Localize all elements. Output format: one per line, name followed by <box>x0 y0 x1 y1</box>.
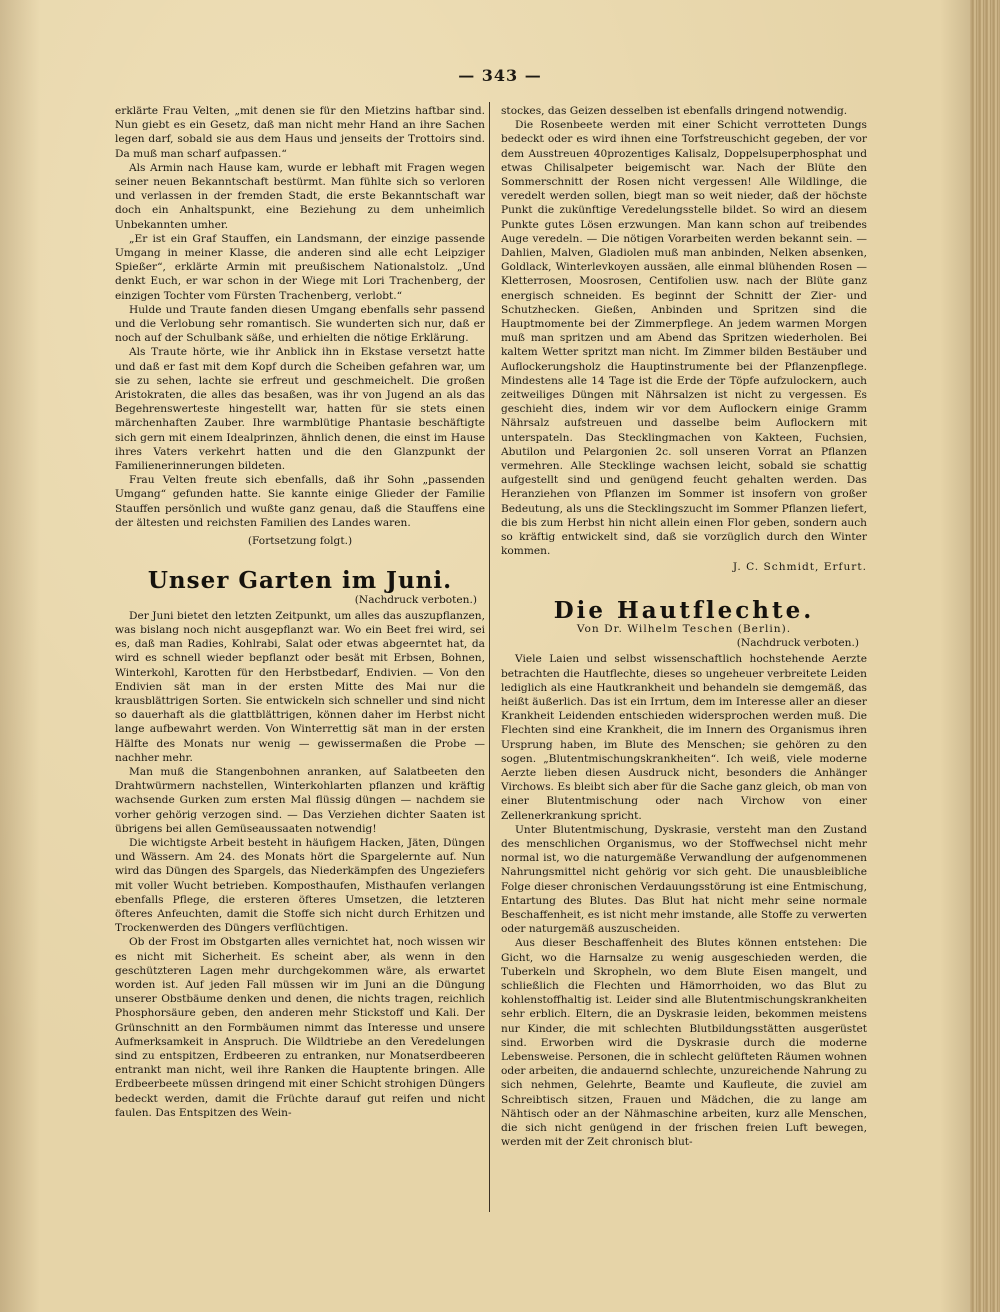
right-column <box>501 104 867 1214</box>
serial-paragraph-4: Hulde und Traute fanden diesen Umgang ebenfalls sehr passend und die Verlobung sehr romantisch. Sie wunderten sich nur, daß er noch auf der Schulbank säße, und erhielten die nötige Erklärung. <box>115 303 485 345</box>
garden-reprint-note: (Nachdruck verboten.) <box>354 593 477 606</box>
skin-paragraph-3: Aus dieser Beschaffenheit des Blutes können entstehen: Die Gicht, wo die Harnsalze zu wenig ausgeschieden werden, die Tuberkeln und Skropheln, wo dem Blute Eisen mangelt, und schließlich die Flechten und Hämorrhoiden, wo das Blut zu kohlenstoffhaltig ist. Leider sind alle Blutentmischungskrankheiten sehr erblich. Eltern, die an Dyskrasie leiden, bekommen meistens nur Kinder, die mit schlechten Blutbildungsstätten ausgerüstet sind. Erworben wird die Dyskrasie durch die moderne Lebensweise. Personen, die in schlecht gelüfteten Räumen wohnen oder arbeiten, die andauernd schlechte, unzureichende Nahrung zu sich nehmen, Gelehrte, Beamte und Kaufleute, die zuviel am Schreibtisch sitzen, Frauen und Mädchen, die zu lange am Nähtisch oder an der Nähmaschine arbeiten, kurz alle Menschen, die sich nicht genügend in der frischen freien Luft bewegen, werden mit der Zeit chronisch blut- <box>501 937 867 1149</box>
garden-paragraph-2: Man muß die Stangenbohnen anranken, auf Salatbeeten den Drahtwürmern nachstellen, Winterkohlarten pflanzen und kräftig wachsende Gurken zum ersten Mal flüssig düngen — nachdem sie vorher gehörig verzogen sind. — Das Verziehen dichter Saaten ist übrigens bei allen Gemüseaussaaten notwendig! <box>115 765 485 835</box>
serial-paragraph-6: Frau Velten freute sich ebenfalls, daß ihr Sohn „passenden Umgang“ gefunden hatte. Sie kannte einige Glieder der Familie Stauffen persönlich und wußte ganz genau, daß die Stauffens eine der ältesten und reichsten Familien des Landes waren. <box>115 474 485 529</box>
skin-reprint-note: (Nachdruck verboten.) <box>736 637 859 650</box>
left-column <box>115 104 485 1214</box>
page-edge-stack <box>970 0 1000 1312</box>
garden-paragraph-5: Die Rosenbeete werden mit einer Schicht verrotteten Dungs bedeckt oder es wird ihnen eine Torfstreuschicht gegeben, der vor dem Ausstreuen 40prozentiges Kalisalz, Doppelsuperphosphat und etwas Chilisalpeter beigemischt war. Nach der Blüte den Sommerschnitt der Rosen nicht vergessen! Alle Wildlinge, die veredelt werden sollen, biegt man so weit nieder, daß der höchste Punkt die zukünftige Veredelungsstelle bildet. So wird an diesem Punkte gutes Lösen erzwungen. Man kann schon auf treibendes Auge veredeln. — Die nötigen Vorarbeiten werden bekannt sein. — Dahlien, Malven, Gladiolen muß man anbinden, Nelken absenken, Goldlack, Winterlevkoyen aussäen, alle einmal blühenden Rosen — Kletterrosen, Moosrosen, Centifolien usw. nach der Blüte ganz energisch schneiden. Es beginnt der Schnitt der Zier- und Schutzhecken. Gießen, Anbinden und Spritzen sind die Hauptmomente bei der Zimmerpflege. An jedem warmen Morgen muß man spritzen und am Abend das Spritzen wiederholen. Bei kaltem Wetter spritzt man nicht. Im Zimmer bilden Bestäuber und Auflockerungsholz die Hauptinstrumente bei der Pflanzenpflege. Mindestens alle 14 Tage ist die Erde der Töpfe aufzulockern, auch zeitweiliges Düngen mit Nährsalzen ist nicht zu vergessen. Es geschieht dies, indem wir vor dem Auflockern einige Gramm Nährsalz aufstreuen und dasselbe beim Auflockern mit unterspateln. Das Stecklingmachen von Kakteen, Fuchsien, Abutilon und Pelargonien 2c. soll unseren Vorrat an Pflanzen vermehren. Alle Stecklinge wachsen leicht, sobald sie schattig aufgestellt sind und genügend feucht gehalten werden. Das Heranziehen von Pflanzen im Sommer ist insofern von großer Bedeutung, als uns die Stecklingszucht im Sommer Pflanzen liefert, die bis zum Herbst hin nicht allein einen Flor geben, sondern auch so kräftig entwickelt sind, daß sie vorzüglich durch den Winter kommen. <box>501 119 867 558</box>
skin-paragraph-2: Unter Blutentmischung, Dyskrasie, versteht man den Zustand des menschlichen Organismus, wo der Stoffwechsel nicht mehr normal ist, wo die naturgemäße Verwandlung der aufgenommenen Nahrungsmittel nicht gehörig vor sich geht. Die unausbleibliche Folge dieser chronischen Verdauungsstörung ist eine Entmischung, Entartung des Blutes. Das Blut hat nicht mehr seine normale Beschaffenheit, es ist nicht mehr imstande, alle Stoffe zu verwerten oder naturgemäß auszuscheiden. <box>501 823 867 936</box>
serial-paragraph-5: Als Traute hörte, wie ihr Anblick ihn in Ekstase versetzt hatte und daß er fast mit dem Kopf durch die Scheiben gefahren war, um sie zu sehen, lachte sie erfreut und geschmeichelt. Die großen Aristokraten, die alles das besaßen, was ihr von Jugend an als das Begehrenswerteste hingestellt war, hatten für sie stets einen märchenhaften Zauber. Ihre warmblütige Phantasie beschäftigte sich gern mit einem Idealprinzen, ähnlich denen, die einst im Hause ihres Vaters verkehrt hatten und die den Glanzpunkt der Familienerinnerungen bildeten. <box>115 346 485 473</box>
serial-paragraph-2: Als Armin nach Hause kam, wurde er lebhaft mit Fragen wegen seiner neuen Bekanntschaft bestürmt. Man fühlte sich so verloren und verlassen in der fremden Stadt, die erste Bekanntschaft war doch ein Anhaltspunkt, eine Beziehung zu dem unheimlich Unbekannten umher. <box>115 161 485 231</box>
garden-paragraph-3: Die wichtigste Arbeit besteht in häufigem Hacken, Jäten, Düngen und Wässern. Am 24. des Monats hört die Spargelernte auf. Nun wird das Düngen des Spargels, das Niederkämpfen des Ungeziefers mit voller Wucht betrieben. Komposthaufen, Misthaufen verlangen ebenfalls Pflege, die ersteren öfteres Umsetzen, die letzteren öfteres Anfeuchten, damit die Stoffe sich nicht durch Erhitzen und Trockenwerden des Düngers verflüchtigen. <box>115 836 485 935</box>
page-number: — 343 — <box>458 66 542 85</box>
garden-paragraph-1: Der Juni bietet den letzten Zeitpunkt, um alles das auszupflanzen, was bislang noch nicht ausgepflanzt war. Wo ein Beet frei wird, sei es, daß man Radies, Kohlrabi, Salat oder etwas abgeerntet hat, da wird es schnell wieder bepflanzt oder besät mit Erbsen, Bohnen, Winterkohl, Karotten für den Herbstbedarf, Endivien. — Von den Endivien sät man in der ersten Mitte des Mai nur die krausblättrigen Sorten. Sie entwickeln sich schneller und sind nicht so dauerhaft als die glattblättrigen, können daher im Herbst nicht lange aufbewahrt werden. Von Winterrettig sät man in der ersten Hälfte des Monats nur wenig — gewissermaßen die Probe — nachher mehr. <box>115 609 485 764</box>
garden-continuation: stockes, das Geizen desselben ist ebenfalls dringend notwendig. <box>501 105 848 117</box>
skin-paragraph-1: Viele Laien und selbst wissenschaftlich hochstehende Aerzte betrachten die Hautflechte, dieses so ungeheuer verbreitete Leiden lediglich als eine Hautkrankheit und behandeln sie demgemäß, das heißt äußerlich. Das ist ein Irrtum, dem im Interesse aller an dieser Krankheit Leidenden entschieden widersprochen werden muß. Die Flechten sind eine Krankheit, die im Innern des Organismus ihren Ursprung haben, im Blute des Menschen; sie gehören zu den sogen. „Blutentmischungskrankheiten“. Ich weiß, viele moderne Aerzte lieben diesen Ausdruck nicht, besonders die Anhänger Virchows. Es bleibt sich aber für die Sache ganz gleich, ob man von einer Blutentmischung oder nach Virchow von einer Zellenerkrankung spricht. <box>501 653 867 822</box>
serial-paragraph-1: erklärte Frau Velten, „mit denen sie für den Mietzins haftbar sind. Nun giebt es ein Gesetz, daß man nicht mehr Hand an ihre Sachen legen darf, sobald sie aus dem Haus und jenseits der Trottoirs sind. Da muß man scharf aufpassen.“ <box>115 105 485 160</box>
serial-paragraph-3: „Er ist ein Graf Stauffen, ein Landsmann, der einzige passende Umgang in meiner Klasse, die anderen sind alle echt Leipziger Spießer“, erklärte Armin mit preußischem Nationalstolz. „Und denkt Euch, er war schon in der Wiege mit Lori Trachenberg, der einzigen Tochter vom Fürsten Trachenberg, verlobt.“ <box>115 232 485 302</box>
garden-signature: J. C. Schmidt, Erfurt. <box>732 560 867 573</box>
continued-note: (Fortsetzung folgt.) <box>247 535 353 548</box>
column-divider <box>489 102 490 1212</box>
garden-article-title: Unser Garten im Juni. <box>147 567 453 595</box>
garden-paragraph-4: Ob der Frost im Obstgarten alles vernichtet hat, noch wissen wir es nicht mit Sicherheit. Es scheint aber, als wenn in den geschützteren Lagen mehr durchgekommen wäre, als erwartet worden ist. Auf jeden Fall müssen wir im Juni an die Düngung unserer Obstbäume denken und denen, die nichts tragen, reichlich Phosphorsäure geben, den anderen mehr Stickstoff und Kali. Der Grünschnitt an den Formbäumen nimmt das Interesse und unsere Aufmerksamkeit in Anspruch. Die Wildtriebe an den Veredelungen sind zu entspitzen, Erdbeeren zu entranken, nur Monatserdbeeren entrankt man nicht, weil ihre Ranken die Hauptente bringen. Alle Erdbeerbeete müssen dringend mit einer Schicht strohigen Düngers bedeckt werden, damit die Früchte darauf gut reifen und nicht faulen. Das Entspitzen des Wein- <box>115 936 485 1119</box>
skin-article-title: Die Hautflechte. <box>553 596 815 624</box>
skin-article-byline: Von Dr. Wilhelm Teschen (Berlin). <box>576 622 792 635</box>
